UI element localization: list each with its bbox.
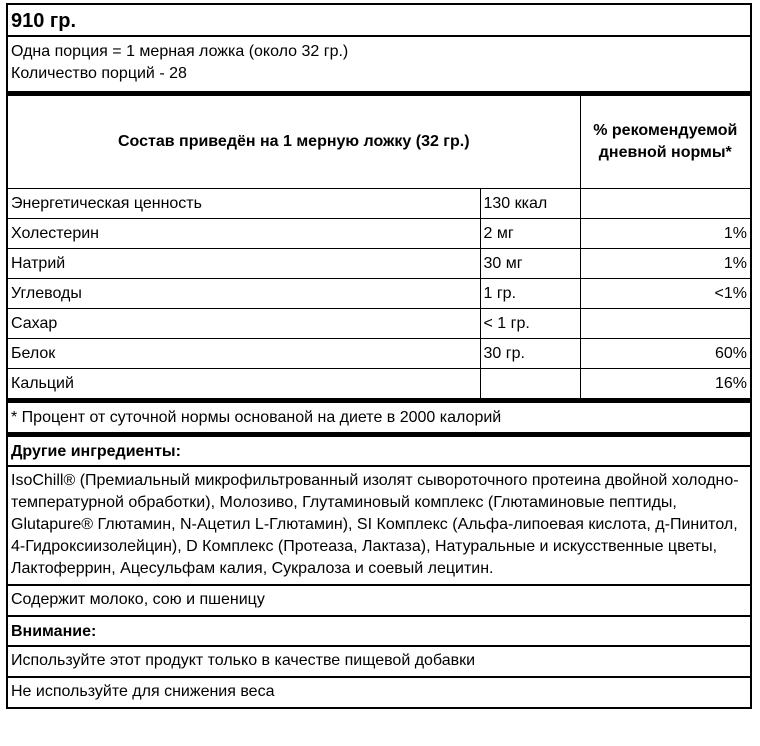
serving-info: [8, 37, 750, 96]
allergens-text: Содержит молоко, сою и пшеницу: [8, 586, 750, 617]
nutrition-table: [8, 96, 750, 398]
table-header: [8, 96, 750, 189]
table-header-daily-value: % рекомендуемой дневной нормы*: [580, 96, 750, 189]
nutrient-amount: 130 ккал: [480, 189, 580, 219]
other-ingredients-title: Другие ингредиенты:: [8, 437, 750, 467]
nutrient-percent: 60%: [580, 339, 750, 369]
serving-size: Одна порция = 1 мерная ложка (около 32 гр.): [11, 43, 349, 60]
nutrient-name: Холестерин: [8, 219, 480, 249]
daily-value-footnote: * Процент от суточной нормы основаной на диете в 2000 калорий: [8, 403, 750, 437]
nutrient-amount: 2 мг: [480, 219, 580, 249]
nutrient-percent: [580, 309, 750, 339]
nutrient-name: Натрий: [8, 249, 480, 279]
table-row: [8, 309, 750, 339]
nutrient-percent: [580, 189, 750, 219]
warning-title: Внимание:: [8, 617, 750, 647]
table-row: [8, 189, 750, 219]
nutrient-amount: [480, 369, 580, 399]
net-weight: 910 гр.: [8, 5, 750, 37]
nutrient-name: Белок: [8, 339, 480, 369]
nutrient-percent: 1%: [580, 219, 750, 249]
nutrient-name: Кальций: [8, 369, 480, 399]
warning-line-1: Используйте этот продукт только в качестве пищевой добавки: [8, 647, 750, 678]
nutrient-name: Энергетическая ценность: [8, 189, 480, 219]
table-row: [8, 369, 750, 399]
nutrient-amount: 30 мг: [480, 249, 580, 279]
nutrient-name: Сахар: [8, 309, 480, 339]
nutrient-name: Углеводы: [8, 279, 480, 309]
nutrition-label: [6, 3, 752, 709]
nutrient-percent: <1%: [580, 279, 750, 309]
table-row: [8, 249, 750, 279]
nutrient-percent: 16%: [580, 369, 750, 399]
nutrient-amount: < 1 гр.: [480, 309, 580, 339]
nutrient-amount: 1 гр.: [480, 279, 580, 309]
warning-line-2: Не используйте для снижения веса: [11, 683, 275, 700]
table-row: [8, 219, 750, 249]
table-row: [8, 279, 750, 309]
table-header-composition: Состав приведён на 1 мерную ложку (32 гр.): [8, 96, 580, 189]
other-ingredients-text: IsoChill® (Премиальный микрофильтрованный изолят сывороточного протеина двойной холодно-температурной обработки), Молозиво, Глутаминовый комплекс (Глютаминовые пептиды, Glutapure® Глютамин, N-Ацетил L-Глютамин), SI Комплекс (Альфа-липоевая кислота, д-Пинитол, 4-Гидроксиизолейцин), D Комплекс (Протеаза, Лактаза), Натуральные и искусственные цветы, Лактоферрин, Ацесульфам калия, Сукралоза и соевый лецитин.: [8, 467, 750, 586]
nutrition-table-wrapper: [8, 96, 750, 403]
servings-count: Количество порций - 28: [11, 65, 187, 82]
table-row: [8, 339, 750, 369]
nutrient-percent: 1%: [580, 249, 750, 279]
nutrient-amount: 30 гр.: [480, 339, 580, 369]
